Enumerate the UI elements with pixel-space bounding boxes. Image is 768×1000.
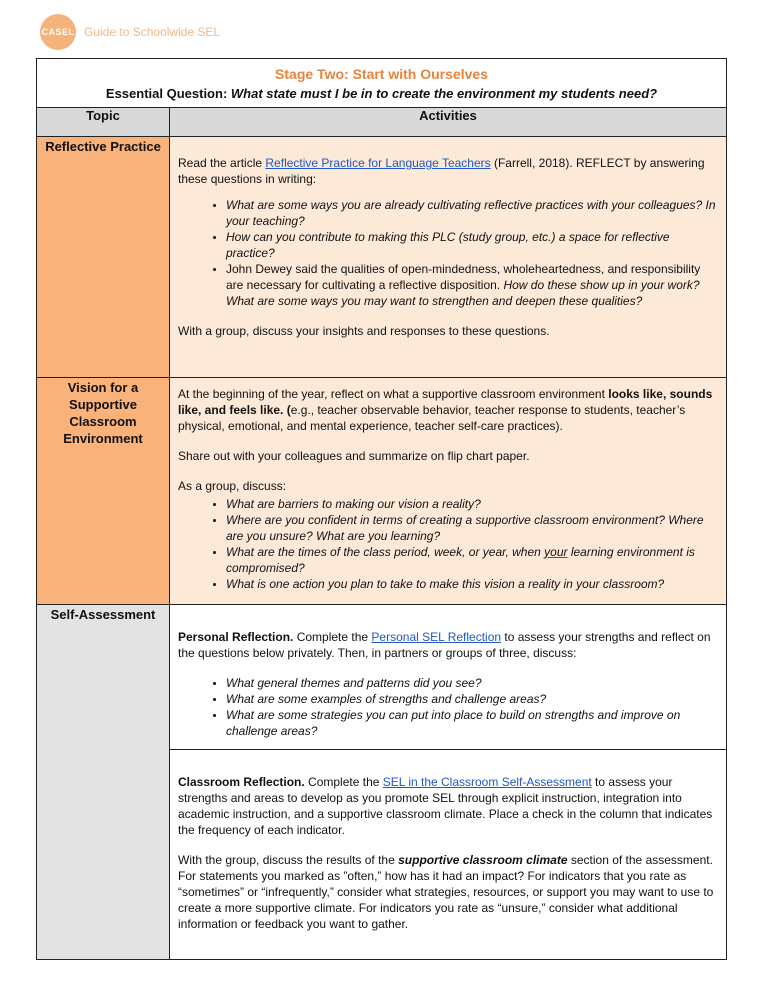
list-item: • What are some examples of strengths and challenge areas? [226,691,716,707]
page-header [40,14,220,50]
column-header-activities: Activities [170,108,727,137]
personal-question-list [178,675,716,739]
list-item: • Where are you confident in terms of creating a supportive classroom environment? Where are you unsure? What are you learning? [226,512,716,544]
list-item: • How can you contribute to making this PLC (study group, etc.) a space for reflective practice? [226,229,716,261]
stage-title: Stage Two: Start with Ourselves [275,66,488,82]
casel-logo: CASEL [40,14,76,50]
activities-classroom-reflection [170,750,727,960]
list-item: • What are some strategies you can put into place to build on strengths and improve on challenge areas? [226,707,716,739]
list-item: • John Dewey said the qualities of open-mindedness, wholeheartedness, and responsibility are necessary for cultivating a reflective disposition. How do these show up in your work? What are some ways you may want to strengthen and deepen these qualities? [226,261,716,309]
vision-intro: At the beginning of the year, reflect on what a supportive classroom environment looks like, sounds like, and feels like. (e.g., teacher observable behavior, teacher response to students, teacher’s physical, emotional, and mental experience, teacher self-care practices). [178,387,713,433]
column-header-topic: Topic [37,108,170,137]
reflective-intro: Read the article Reflective Practice for Language Teachers (Farrell, 2018). REFLECT by answering these questions in writing: [178,156,705,186]
activities-reflective-practice [170,137,727,378]
classroom-group-discussion: With the group, discuss the results of the supportive classroom climate section of the assessment. For statements you marked as ”often,” how has it had an impact? For indicators that you rate as “sometimes” or “infrequently,” consider what strategies, resources, or support you may want to use to create a more supportive climate. For indicators you rate as “unsure,” consider what additional information or feedback you want to gather. [178,853,714,931]
essential-question: Essential Question: What state must I be in to create the environment my students need? [105,86,658,101]
list-item: • What are some ways you are already cultivating reflective practices with your colleagues? In your teaching? [226,197,716,229]
table-title-cell [37,59,727,108]
list-item: • What general themes and patterns did you see? [226,675,716,691]
activities-personal-reflection [170,605,727,750]
link-personal-sel-reflection[interactable]: Personal SEL Reflection [371,630,502,644]
topic-reflective-practice: Reflective Practice [37,137,170,378]
link-reflective-practice-article[interactable]: Reflective Practice for Language Teachers [265,156,491,170]
vision-question-list [178,496,716,592]
reflective-question-list [178,197,716,309]
list-item: • What are barriers to making our vision a reality? [226,496,716,512]
list-item: • What are the times of the class period, week, or year, when your learning environment is compromised? [226,544,716,576]
personal-reflection-intro: Personal Reflection. Complete the Personal SEL Reflection to assess your strengths and reflect on the questions below privately. Then, in partners or groups of three, discuss: [178,630,711,660]
topic-self-assessment: Self-Assessment [37,605,170,960]
guide-title: Guide to Schoolwide SEL [84,25,221,39]
vision-share: Share out with your colleagues and summarize on flip chart paper. [178,449,530,463]
list-item: • What is one action you plan to take to make this vision a reality in your classroom? [226,576,716,592]
link-sel-classroom-self-assessment[interactable]: SEL in the Classroom Self-Assessment [382,775,592,789]
activities-vision [170,378,727,605]
classroom-reflection-intro: Classroom Reflection. Complete the SEL in the Classroom Self-Assessment to assess your strengths and areas to develop as you promote SEL through explicit instruction, integration into academic instruction, and a supportive classroom climate. Place a check in the column that indicates the frequency of each indicator. [178,775,713,837]
reflective-closing: With a group, discuss your insights and responses to these questions. [178,324,550,338]
vision-discuss: As a group, discuss: [178,479,287,493]
topic-vision: Vision for a Supportive Classroom Environment [37,378,170,605]
stage-two-table [36,58,727,960]
